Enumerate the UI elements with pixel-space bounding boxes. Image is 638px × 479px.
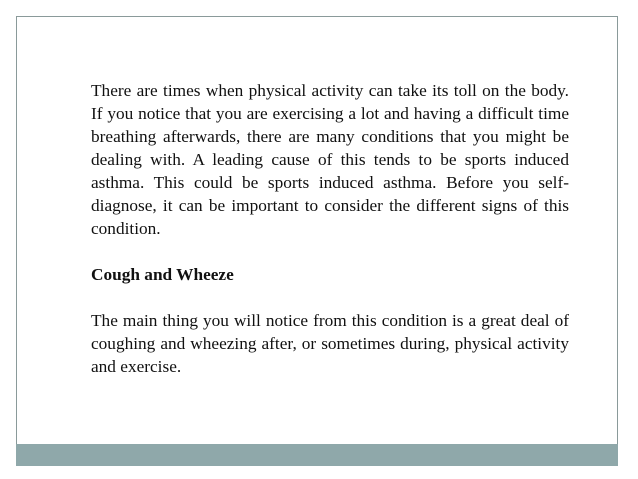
section-heading: Cough and Wheeze	[91, 265, 234, 284]
body-paragraph-intro: There are times when physical activity can take its toll on the body. If you notice that you are exercising a lot and having a difficult time breathing afterwards, there are many conditions that you might be dealing with. A leading cause of this tends to be sports induced asthma. This could be sports induced asthma. Before you self-diagnose, it can be important to consider the different signs of this condition.	[91, 81, 569, 238]
footer-bar	[16, 444, 618, 466]
slide-content	[91, 79, 569, 378]
body-paragraph-detail: The main thing you will notice from this condition is a great deal of coughing and wheezing after, or sometimes during, physical activity and exercise.	[91, 311, 569, 376]
